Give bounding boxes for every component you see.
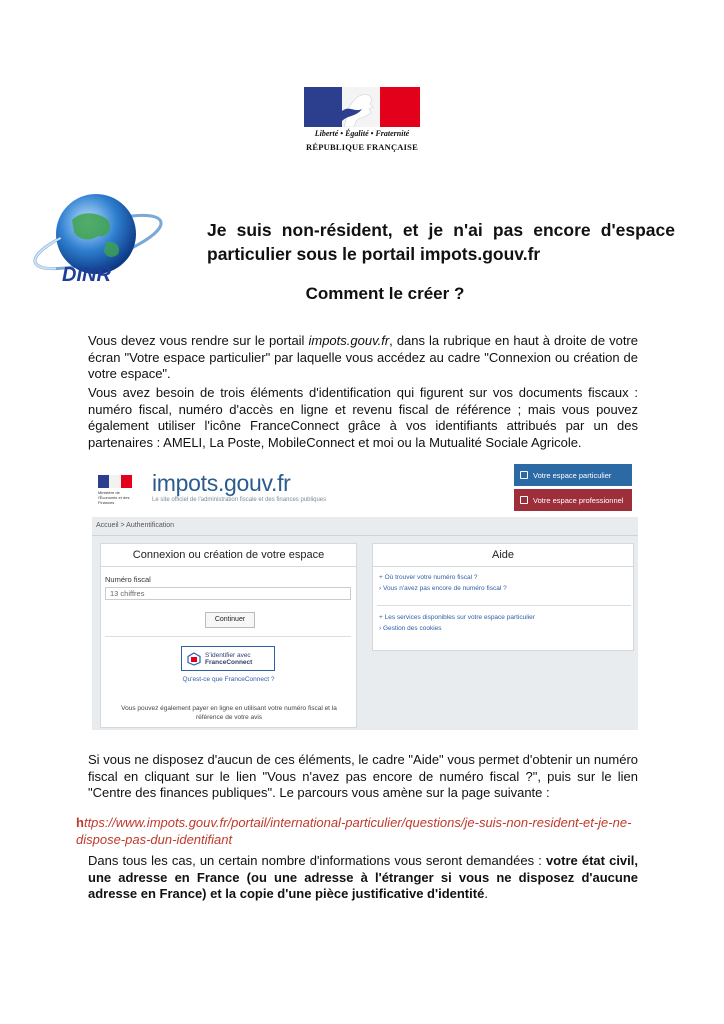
required-information: votre état civil, une adresse en France (ou une adresse à l'étranger si vous ne disposez d'aucune adresse en France) et la copie d'une pièce justificative d'identité xyxy=(88,853,638,901)
impots-screenshot xyxy=(92,457,638,730)
paragraph-aide: Si vous ne disposez d'aucun de ces éléments, le cadre "Aide" vous permet d'obtenir un numéro fiscal en cliquant sur le lien "Vous n'avez pas encore de numéro fiscal ?", puis sur le lien "Centre des finances publiques". Le parcours vous amène sur la page suivante : xyxy=(88,752,638,800)
impots-logo: impots.gouv.fr xyxy=(152,470,291,496)
aide-link-services[interactable]: + Les services disponibles sur votre espace particulier xyxy=(379,614,535,621)
marianne-profile-icon xyxy=(342,87,380,127)
impots-url-link[interactable]: https://www.impots.gouv.fr/portail/international-particulier/questions/je-suis-non-resident-et-je-ne-dispose-pas-dun-identifiant xyxy=(76,815,632,847)
divider xyxy=(92,535,638,536)
espace-professionnel-button[interactable]: Votre espace professionnel xyxy=(514,489,632,511)
impots-tagline: Le site officiel de l'administration fiscale et des finances publiques xyxy=(152,497,327,503)
page-title: Je suis non-résident, et je n'ai pas encore d'espace particulier sous le portail impots.gouv.fr xyxy=(207,220,675,264)
payment-info-text: Vous pouvez également payer en ligne en utilisant votre numéro fiscal et la référence de votre avis xyxy=(121,705,337,721)
paragraph-identification: Vous avez besoin de trois éléments d'identification qui figurent sur vos documents fiscaux : numéro fiscal, numéro d'accès en ligne et revenu fiscal de référence ; mais vous pouvez également utiliser l'icône FranceConnect grâce à vos identifiants attribués par un des partenaires : AMELI, La Poste, MobileConnect et moi ou la Mutualité Sociale Agricole. xyxy=(88,385,638,450)
republique-francaise-text: RÉPUBLIQUE FRANÇAISE xyxy=(306,142,418,152)
republic-motto: Liberté • Égalité • Fraternité xyxy=(314,129,410,138)
screenshot-body xyxy=(92,517,638,730)
aide-link-cookies[interactable]: › Gestion des cookies xyxy=(379,625,442,632)
numero-fiscal-input[interactable]: 13 chiffres xyxy=(105,587,351,600)
aide-panel xyxy=(372,543,634,651)
aide-link-trouver-numero[interactable]: + Où trouver votre numéro fiscal ? xyxy=(379,574,478,581)
dinr-logo-text: DINR xyxy=(62,264,111,286)
portal-site-name: impots.gouv.fr xyxy=(308,333,390,348)
dinr-logo xyxy=(28,190,168,288)
franceconnect-icon xyxy=(187,652,201,666)
marianne-logo xyxy=(304,87,420,127)
connexion-panel-title: Connexion ou création de votre espace xyxy=(101,544,356,567)
aide-panel-title: Aide xyxy=(373,544,633,567)
paragraph-informations: Dans tous les cas, un certain nombre d'informations vous seront demandées : votre état civil, une adresse en France (ou une adresse à l'étranger si vous ne disposez d'aucune adresse en France) et la copie d'une pièce justificative d'identité. xyxy=(88,853,638,901)
espace-particulier-button[interactable]: Votre espace particulier xyxy=(514,464,632,486)
breadcrumb[interactable]: Accueil > Authentification xyxy=(96,522,175,529)
page-subtitle: Comment le créer ? xyxy=(305,284,465,303)
connexion-panel xyxy=(100,543,357,728)
screenshot-header xyxy=(92,457,638,517)
franceconnect-info-link[interactable]: Qu'est-ce que FranceConnect ? xyxy=(182,676,275,683)
briefcase-icon xyxy=(520,496,528,504)
mini-flag-icon xyxy=(98,475,132,488)
continuer-button[interactable]: Continuer xyxy=(205,612,255,628)
divider xyxy=(105,636,351,637)
divider xyxy=(377,605,631,606)
lock-icon xyxy=(520,471,528,479)
franceconnect-button[interactable]: S'identifier avec FranceConnect xyxy=(181,646,275,671)
aide-link-pas-de-numero[interactable]: › Vous n'avez pas encore de numéro fiscal ? xyxy=(379,585,507,592)
mini-ministry-text: Ministère de l'Économie et des Finances xyxy=(98,490,130,505)
paragraph-portal: Vous devez vous rendre sur le portail impots.gouv.fr, dans la rubrique en haut à droite de votre écran "Votre espace particulier" par laquelle vous accédez au cadre "Connexion ou création de votre espace". xyxy=(88,333,638,381)
numero-fiscal-label: Numéro fiscal xyxy=(105,575,151,584)
